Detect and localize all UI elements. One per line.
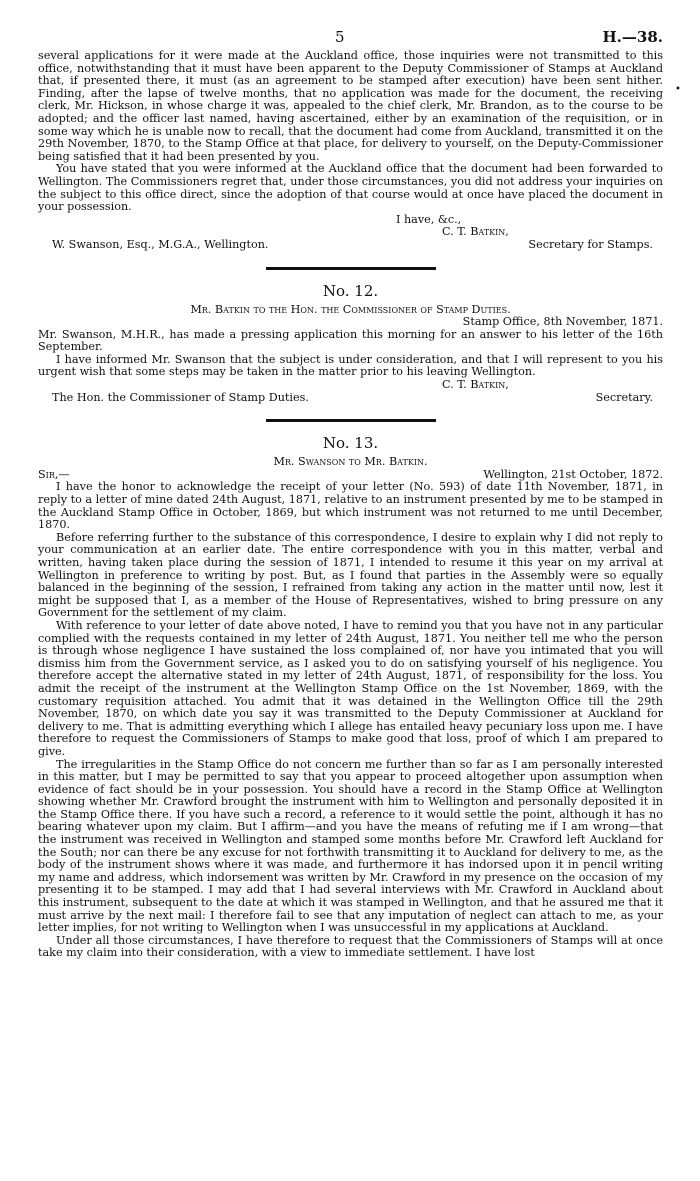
page-number: 5 [335, 28, 345, 46]
addressee: The Hon. the Commissioner of Stamp Duties. [52, 390, 309, 404]
paragraph: several applications for it were made at the Auckland office, those inquiries were not transmitted to this office, notwithstanding that it must have been apparent to the Deputy Commissioner of Stamps at Auckland that, if presented there, it must (as an agreement to be stamped after execution) have been sent hither. Finding, after the lapse of twelve months, that no application was made for the document, the receiving clerk, Mr. Hickson, in whose charge it was, appealed to the chief clerk, Mr. Brandon, as to the course to be adopted; and the officer last named, having ascertained, either by an examination of the requisition, or in some way which he is unable now to recall, that the document had come from Auckland, transmitted it on the 29th November, 1870, to the Stamp Office at that place, for delivery to yourself, on the Deputy-Commissioner being satisfied that it had been presented by you. [38, 49, 663, 163]
signer-title: Secretary. [595, 390, 653, 404]
section-rule [266, 267, 436, 270]
letter-13 [38, 434, 663, 960]
salutation: Sir,— [38, 467, 70, 481]
dateline: Stamp Office, 8th November, 1871. [462, 315, 663, 329]
paragraph: With reference to your letter of date above noted, I have to remind you that you have not in any particular complied with the requests contained in my letter of 24th August, 1871. You neither tell me who the person is through whose negligence I have sustained the loss complained of, nor have you intimated that you will dismiss him from the Government service, as I asked you to do on satisfying yourself of his negligence. You therefore accept the alternative stated in my letter of 24th August, 1871, of responsibility for the loss. You admit the receipt of the instrument at the Wellington Stamp Office on the 1st November, 1869, with the customary requisition attached. You admit that it was detained in the Wellington Office till the 29th November, 1870, on which date you say it was transmitted to the Deputy Commissioner at Auckland for delivery to me. That is admitting everything which I allege has entailed heavy pecuniary loss upon me. I have therefore to request the Commissioners of Stamps to make good that loss, proof of which I am prepared to give. [38, 618, 663, 758]
paragraph: Mr. Swanson, M.H.R., has made a pressing application this morning for an answer to his letter of the 16th September. [38, 327, 663, 354]
addressee: W. Swanson, Esq., M.G.A., Wellington. [52, 237, 269, 251]
signer: C. T. Batkin, [442, 378, 509, 392]
signer-title: Secretary for Stamps. [528, 237, 653, 251]
letter-number: No. 12. [322, 281, 379, 300]
address-line [38, 239, 663, 252]
paragraph: The irregularities in the Stamp Office do not concern me further than so far as I am personally interested in this matter, but I may be permitted to say that you appear to proceed altogether upon assumption when evidence of fact should be in your possession. You should have a record in the Stamp Office at Wellington showing whether Mr. Crawford brought the instrument with him to Wellington and personally deposited it in the Stamp Office there. If you have such a record, a reference to it would settle the point, although it has no bearing whatever upon my claim. But I affirm—and you have the means of refuting me if I am wrong—that the instrument was received in Wellington and stamped some months before Mr. Crawford left Auckland for the South; nor can there be any excuse for not forthwith transmitting it to Auckland for delivery to me, as the body of the instrument shows where it was made, and furthermore it has indorsed upon it in pencil writing my name and address, which indorsement was written by Mr. Crawford in my presence on the occasion of my presenting it to be stamped. I may add that I had several interviews with Mr. Crawford in Auckland about this instrument, subsequent to the date at which it was stamped in Wellington, and that he assured me that it must arrive by the next mail: I therefore fail to see that any imputation of neglect can attach to me, as your letter implies, for not writing to Wellington when I was unsuccessful in my applications at Auckland. [38, 757, 663, 935]
letter-number: No. 13. [322, 434, 379, 453]
letter-12 [38, 282, 663, 405]
closing: I have, &c., [396, 212, 462, 226]
letter-heading: Mr. Swanson to Mr. Batkin. [273, 455, 428, 469]
paragraph: You have stated that you were informed at the Auckland office that the document had been forwarded to Wellington. The Commissioners regret that, under those circumstances, you did not address your inquiries on the subject to this office direct, since the adoption of that course would at once have placed the document in your possession. [38, 162, 663, 214]
paper-reference: H.—38. [602, 28, 663, 46]
letter-heading: Mr. Batkin to the Hon. the Commissioner of Stamp Duties. [190, 302, 511, 316]
paragraph: I have the honor to acknowledge the receipt of your letter (No. 593) of date 11th November, 1871, in reply to a letter of mine dated 24th August, 1871, relative to an instrument presented by me to be stamped in the Auckland Stamp Office in October, 1869, but which instrument was not returned to me until December, 1870. [38, 480, 663, 532]
document-page [38, 28, 663, 960]
dateline: Wellington, 21st October, 1872. [483, 467, 663, 481]
letter-11-body [38, 50, 663, 252]
address-line [38, 392, 663, 405]
margin-mark: • [675, 84, 681, 95]
paragraph: I have informed Mr. Swanson that the subject is under consideration, and that I will represent to you his urgent wish that some steps may be taken in the matter prior to his leaving Wellington. [38, 352, 663, 379]
paragraph: Before referring further to the substance of this correspondence, I desire to explain why I did not reply to your communication at an earlier date. The entire correspondence with you in this matter, verbal and written, having taken place during the session of 1871, I intended to resume it this year on my arrival at Wellington in preference to writing by post. But, as I found that parties in the Assembly were so equally balanced in the beginning of the session, I refrained from taking any action in the matter until now, lest it might be supposed that I, as a member of the House of Representatives, wished to bring pressure on any Government for the settlement of my claim. [38, 530, 663, 620]
page-header [38, 28, 663, 50]
paragraph: Under all those circumstances, I have therefore to request that the Commissioners of Stamps will at once take my claim into their consideration, with a view to immediate settlement. I have lost [38, 933, 663, 960]
section-rule [266, 419, 436, 422]
signer: C. T. Batkin, [442, 225, 509, 239]
